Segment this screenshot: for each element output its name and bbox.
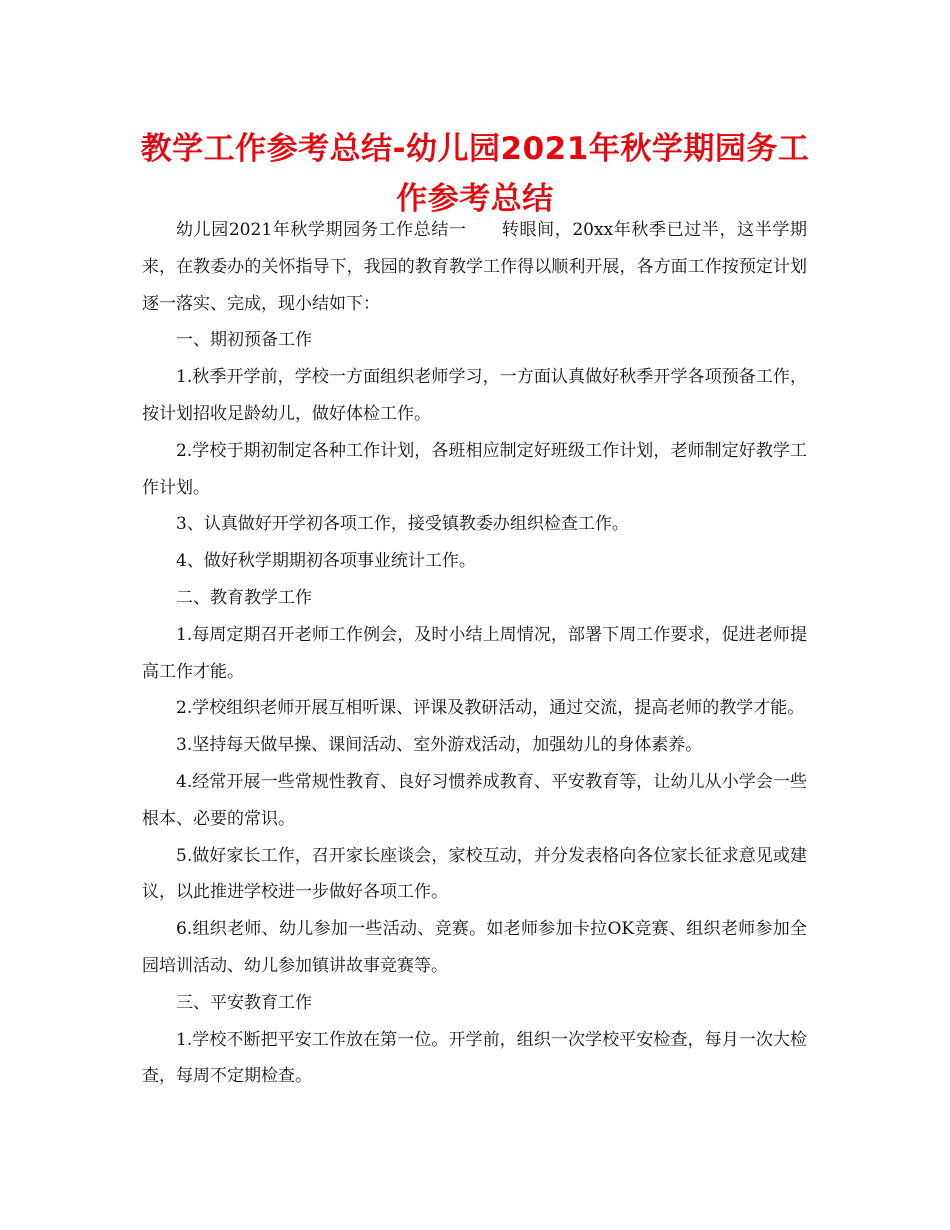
list-item: 2.学校组织老师开展互相听课、评课及教研活动，通过交流，提高老师的教学才能。: [176, 698, 805, 719]
list-item: 5.做好家长工作，召开家长座谈会，家校互动，并分发表格向各位家长征求意见或建议，以此推进学校进一步做好各项工作。: [142, 845, 807, 903]
section-heading-3: 三、平安教育工作: [176, 992, 312, 1013]
list-item: 4、做好秋学期期初各项事业统计工作。: [176, 551, 476, 572]
section-heading-1: 一、期初预备工作: [176, 330, 312, 351]
list-item: 4.经常开展一些常规性教育、良好习惯养成教育、平安教育等，让幼儿从小学会一些根本、必要的常识。: [142, 771, 807, 829]
list-item: 2.学校于期初制定各种工作计划，各班相应制定好班级工作计划，老师制定好教学工作计划。: [142, 440, 807, 498]
list-item: 6.组织老师、幼儿参加一些活动、竞赛。如老师参加卡拉OK竞赛、组织老师参加全园培训活动、幼儿参加镇讲故事竞赛等。: [142, 919, 807, 976]
document-title: 教学工作参考总结-幼儿园2021年秋学期园务工作参考总结: [140, 131, 810, 217]
list-item: 1.学校不断把平安工作放在第一位。开学前，组织一次学校平安检查，每月一次大检查，每周不定期检查。: [142, 1029, 807, 1087]
intro-paragraph: 幼儿园2021年秋学期园务工作总结一 转眼间，20xx年秋季已过半，这半学期来，在教委办的关怀指导下，我园的教育教学工作得以顺利开展，各方面工作按预定计划逐一落实、完成，现小结如下：: [142, 220, 807, 314]
list-item: 3、认真做好开学初各项工作，接受镇教委办组织检查工作。: [176, 514, 629, 535]
list-item: 3.坚持每天做早操、课间活动、室外游戏活动，加强幼儿的身体素养。: [176, 735, 703, 756]
section-heading-2: 二、教育教学工作: [176, 587, 312, 608]
list-item: 1.每周定期召开老师工作例会，及时小结上周情况，部署下周工作要求，促进老师提高工作才能。: [142, 624, 807, 682]
list-item: 1.秋季开学前，学校一方面组织老师学习，一方面认真做好秋季开学各项预备工作，按计划招收足龄幼儿，做好体检工作。: [142, 367, 807, 424]
document-body: [142, 212, 807, 1095]
